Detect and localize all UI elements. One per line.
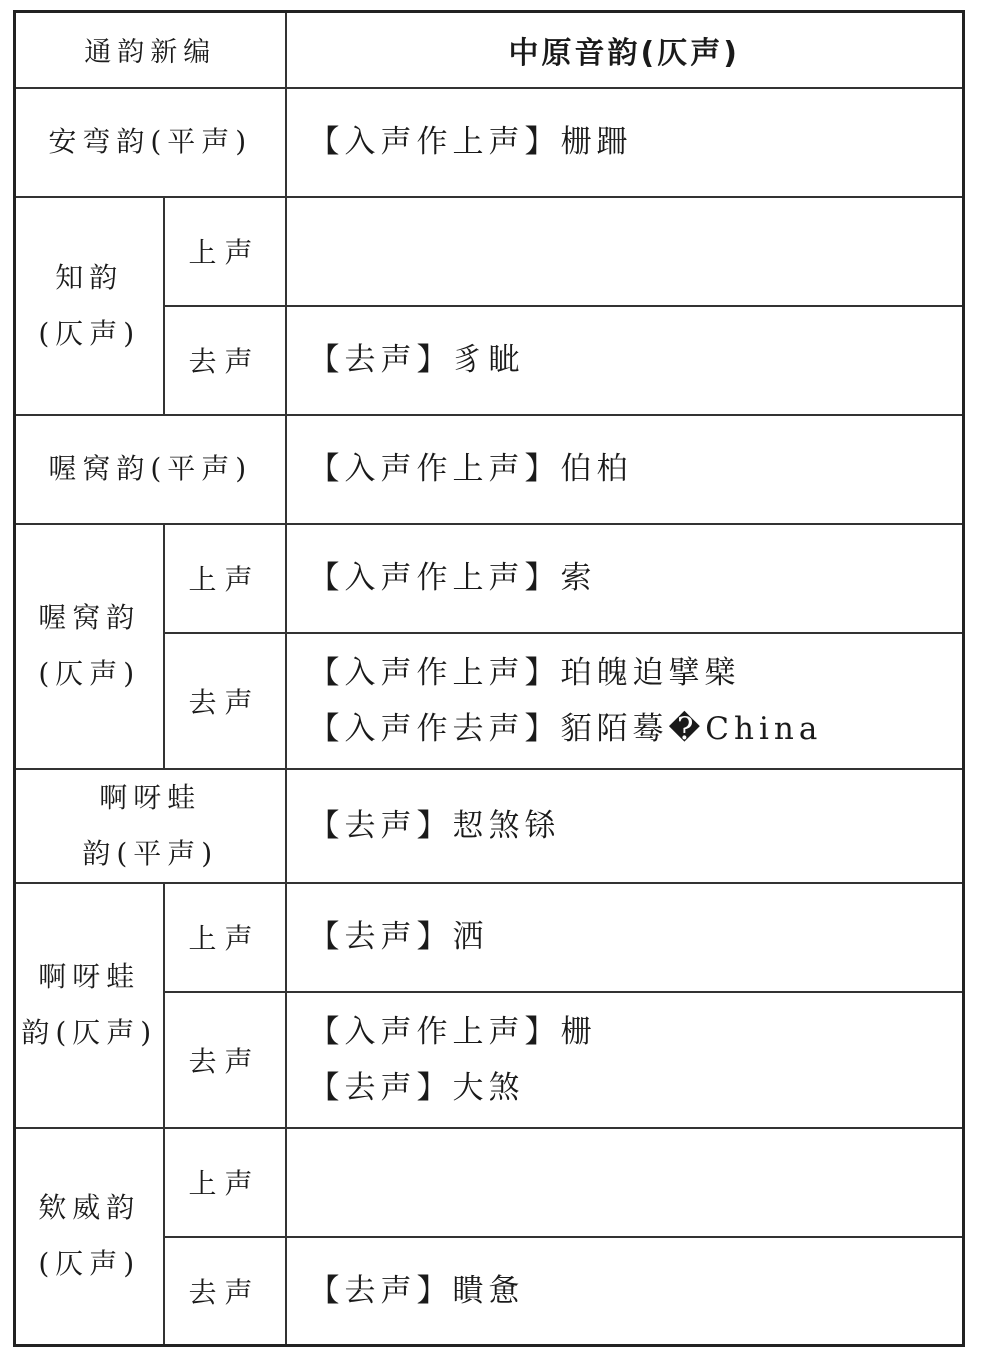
entry-chars: 索 bbox=[560, 560, 597, 596]
rhyme-name-line: (仄声) bbox=[38, 657, 141, 690]
tone-qu: 去声 bbox=[164, 306, 286, 415]
row-anwan bbox=[15, 88, 964, 197]
entry bbox=[309, 332, 963, 388]
content-wowo-ze-qu bbox=[286, 633, 964, 769]
tone-shang: 上声 bbox=[164, 524, 286, 633]
rhyme-name-zhi bbox=[15, 197, 164, 415]
entry-chars: 珀魄迫擘檗 bbox=[560, 654, 741, 691]
tone-shang: 上声 bbox=[164, 1128, 286, 1237]
entry-chars: 豸眦 bbox=[452, 342, 525, 378]
rhyme-name-ayawa-ping bbox=[15, 769, 286, 883]
entry-chars: 大煞 bbox=[452, 1069, 525, 1106]
entry-tag: 【入声作上声】 bbox=[308, 560, 561, 596]
tone-qu: 去声 bbox=[164, 1237, 286, 1346]
entry-chars: 瞶惫 bbox=[452, 1272, 525, 1309]
entry-tag: 【入声作去声】 bbox=[308, 710, 561, 747]
content-anwan bbox=[286, 88, 964, 197]
entry-tag: 【入声作上声】 bbox=[308, 654, 561, 691]
content-aiwei-shang bbox=[286, 1128, 964, 1237]
header-zhongyuan-yinyun: 中原音韵(仄声) bbox=[286, 12, 964, 88]
rhyme-name-line: 知韵 bbox=[55, 260, 124, 294]
entry-chars: 伯柏 bbox=[560, 451, 633, 487]
entry-chars: 洒 bbox=[452, 919, 489, 955]
entry-tag: 【去声】 bbox=[308, 342, 453, 378]
row-ayawa-ze-shang bbox=[15, 883, 964, 992]
rhyme-name-line: (仄声) bbox=[38, 1247, 141, 1281]
entry bbox=[309, 701, 963, 757]
entry-tag: 【去声】 bbox=[308, 1272, 453, 1309]
header-row bbox=[15, 12, 964, 88]
entry bbox=[309, 1004, 963, 1060]
rhyme-name-line: 啊呀蛙 bbox=[99, 780, 202, 814]
entry bbox=[309, 114, 963, 170]
rhyme-name-anwan: 安弯韵(平声) bbox=[15, 88, 286, 197]
rhyme-name-wowo-ping: 喔窝韵(平声) bbox=[15, 415, 286, 524]
entry bbox=[309, 909, 963, 965]
tone-shang: 上声 bbox=[164, 197, 286, 306]
content-zhi-shang bbox=[286, 197, 964, 306]
entry-tag: 【入声作上声】 bbox=[308, 451, 561, 487]
entry-tag: 【入声作上声】 bbox=[308, 1013, 561, 1050]
entry-tag: 【去声】 bbox=[308, 919, 453, 955]
entry-tag: 【去声】 bbox=[308, 1069, 453, 1106]
content-zhi-qu bbox=[286, 306, 964, 415]
content-ayawa-ze-qu bbox=[286, 992, 964, 1128]
rhyme-comparison-table bbox=[13, 10, 965, 1347]
entry-tag: 【入声作上声】 bbox=[308, 124, 561, 160]
header-tongyun-xinbian: 通韵新编 bbox=[15, 12, 286, 88]
rhyme-name-line: 啊呀蛙 bbox=[38, 960, 141, 993]
entry bbox=[309, 441, 963, 497]
tone-qu: 去声 bbox=[164, 992, 286, 1128]
content-aiwei-qu bbox=[286, 1237, 964, 1346]
rhyme-name-aiwei bbox=[15, 1128, 164, 1346]
entry-chars: 栅 bbox=[560, 1013, 597, 1050]
row-wowo-ze-shang bbox=[15, 524, 964, 633]
entry-tag: 【去声】 bbox=[308, 807, 453, 844]
entry-chars: 恝煞铩 bbox=[452, 807, 561, 844]
row-ayawa-ping bbox=[15, 769, 964, 883]
row-wowo-ping bbox=[15, 415, 964, 524]
row-aiwei-shang bbox=[15, 1128, 964, 1237]
rhyme-name-ayawa-ze bbox=[15, 883, 164, 1128]
rhyme-name-line: 韵(仄声) bbox=[21, 1016, 158, 1049]
rhyme-name-line: 欸威韵 bbox=[38, 1191, 141, 1225]
rhyme-name-line: 喔窝韵 bbox=[38, 601, 141, 634]
content-ayawa-ze-shang bbox=[286, 883, 964, 992]
entry bbox=[309, 798, 963, 854]
row-zhi-shang bbox=[15, 197, 964, 306]
entry bbox=[309, 1263, 963, 1319]
entry-chars: 貊陌蓦�China bbox=[560, 710, 823, 747]
entry bbox=[309, 1060, 963, 1116]
content-wowo-ping bbox=[286, 415, 964, 524]
rhyme-name-line: 韵(平声) bbox=[82, 836, 219, 870]
content-wowo-ze-shang bbox=[286, 524, 964, 633]
rhyme-name-line: (仄声) bbox=[38, 316, 141, 350]
rhyme-name-wowo-ze bbox=[15, 524, 164, 769]
entry-chars: 栅跚 bbox=[560, 124, 633, 160]
tone-shang: 上声 bbox=[164, 883, 286, 992]
entry bbox=[309, 645, 963, 701]
entry bbox=[309, 550, 963, 606]
tone-qu: 去声 bbox=[164, 633, 286, 769]
content-ayawa-ping bbox=[286, 769, 964, 883]
